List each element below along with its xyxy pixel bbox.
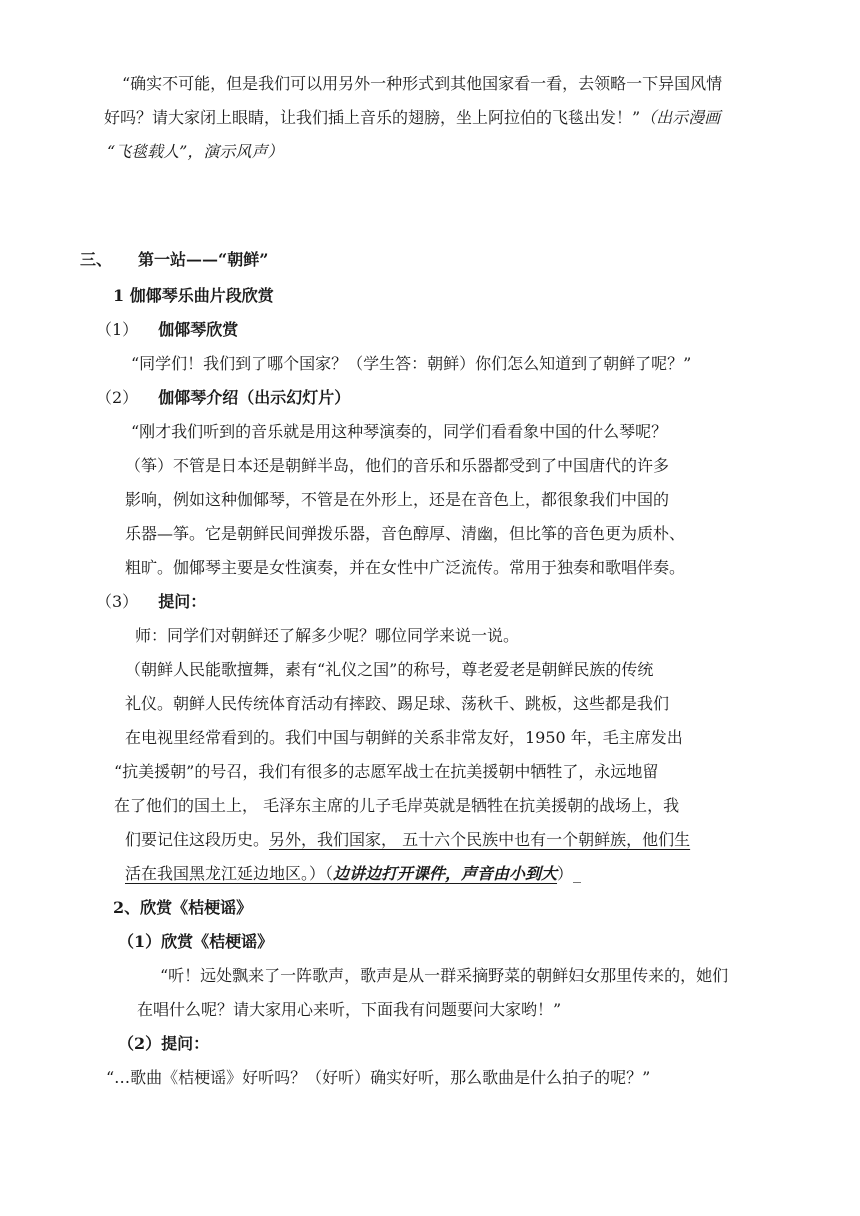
intro-line-2-text: 好吗？请大家闭上眼睛，让我们插上音乐的翅膀，坐上阿拉伯的飞毯出发！” (104, 108, 641, 127)
subsection-2-item-1-title: （1）欣赏《桔梗谣》 (118, 932, 274, 951)
item-3-line-7 (125, 863, 581, 885)
item-1-number: （1） (96, 320, 139, 339)
item-3-teacher: 师：同学们对朝鲜还了解多少呢？哪位同学来说一说。 (135, 626, 520, 645)
item-3-title: 提问： (158, 592, 207, 611)
item-3-line-6 (125, 829, 690, 851)
item-3-line-1: （朝鲜人民能歌擅舞，素有“礼仪之国”的称号，尊老爱老是朝鲜民族的传统 (125, 660, 654, 679)
item-2-number: （2） (96, 388, 139, 407)
item-3-line-7-underlined: 活在我国黑龙江延边地区。）（ (125, 864, 334, 883)
item-3-number: （3） (96, 592, 139, 611)
item-2-line-5: 粗旷。伽倻琴主要是女性演奏，并在女性中广泛流传。常用于独奏和歌唱伴奏。 (125, 558, 686, 577)
item-1-text: “同学们！我们到了哪个国家？（学生答：朝鲜）你们怎么知道到了朝鲜了呢？” (131, 354, 692, 373)
subsection-2-item-2-title: （2）提问： (118, 1034, 210, 1053)
intro-line-1: “确实不可能，但是我们可以用另外一种形式到其他国家看一看，去领略一下异国风情 (122, 74, 723, 93)
item-1-title: 伽倻琴欣赏 (158, 320, 239, 339)
subsection-2-item-2-line-1: “…歌曲《桔梗谣》好听吗？（好听）确实好听，那么歌曲是什么拍子的呢？” (106, 1068, 651, 1087)
section-title: 第一站——“朝鲜” (138, 250, 269, 269)
item-3-heading (96, 591, 206, 613)
item-2-heading (96, 387, 350, 409)
item-2-line-2: （筝）不管是日本还是朝鲜半岛，他们的音乐和乐器都受到了中国唐代的许多 (125, 456, 670, 475)
item-3-stage-note: 边讲边打开课件，声音由小到大 (333, 864, 558, 883)
item-3-line-2: 礼仪。朝鲜人民传统体育活动有摔跤、踢足球、荡秋千、跳板，这些都是我们 (125, 694, 670, 713)
item-3-line-7-end: ）_ (557, 864, 582, 883)
intro-line-3-note: “飞毯载人”，演示风声） (107, 142, 284, 161)
item-3-line-3: 在电视里经常看到的。我们中国与朝鲜的关系非常友好，1950 年，毛主席发出 (125, 728, 683, 747)
item-3-line-6-plain: 们要记住这段历史。 (125, 830, 270, 849)
item-2-line-4: 乐器—筝。它是朝鲜民间弹拨乐器，音色醇厚、清幽，但比筝的音色更为质朴、 (125, 524, 686, 543)
item-3-line-6-underlined: 另外，我们国家， 五十六个民族中也有一个朝鲜族，他们生 (269, 830, 691, 849)
item-3-line-5: 在了他们的国土上， 毛泽东主席的儿子毛岸英就是牺牲在抗美援朝的战场上，我 (114, 796, 680, 815)
item-1-heading (96, 319, 238, 341)
item-2-line-1: “刚才我们听到的音乐就是用这种琴演奏的，同学们看看象中国的什么琴呢？ (131, 422, 668, 441)
intro-stage-note: （出示漫画 (640, 108, 721, 127)
subsection-2-item-1-line-2: 在唱什么呢？请大家用心来听，下面我有问题要问大家哟！” (137, 1000, 562, 1019)
subsection-1-title: 1 伽倻琴乐曲片段欣赏 (113, 286, 274, 305)
subsection-2-title: 2、欣赏《桔梗谣》 (113, 898, 253, 917)
section-number: 三、 (80, 250, 113, 269)
section-heading (80, 249, 268, 271)
item-3-line-4: “抗美援朝”的号召，我们有很多的志愿军战士在抗美援朝中牺牲了，永远地留 (114, 762, 659, 781)
subsection-2-item-1-line-1: “听！远处飘来了一阵歌声，歌声是从一群采摘野菜的朝鲜妇女那里传来的，她们 (160, 966, 729, 985)
item-2-line-3: 影响，例如这种伽倻琴，不管是在外形上，还是在音色上，都很象我们中国的 (125, 490, 670, 509)
item-2-title: 伽倻琴介绍（出示幻灯片） (158, 388, 351, 407)
intro-line-2 (104, 107, 720, 129)
